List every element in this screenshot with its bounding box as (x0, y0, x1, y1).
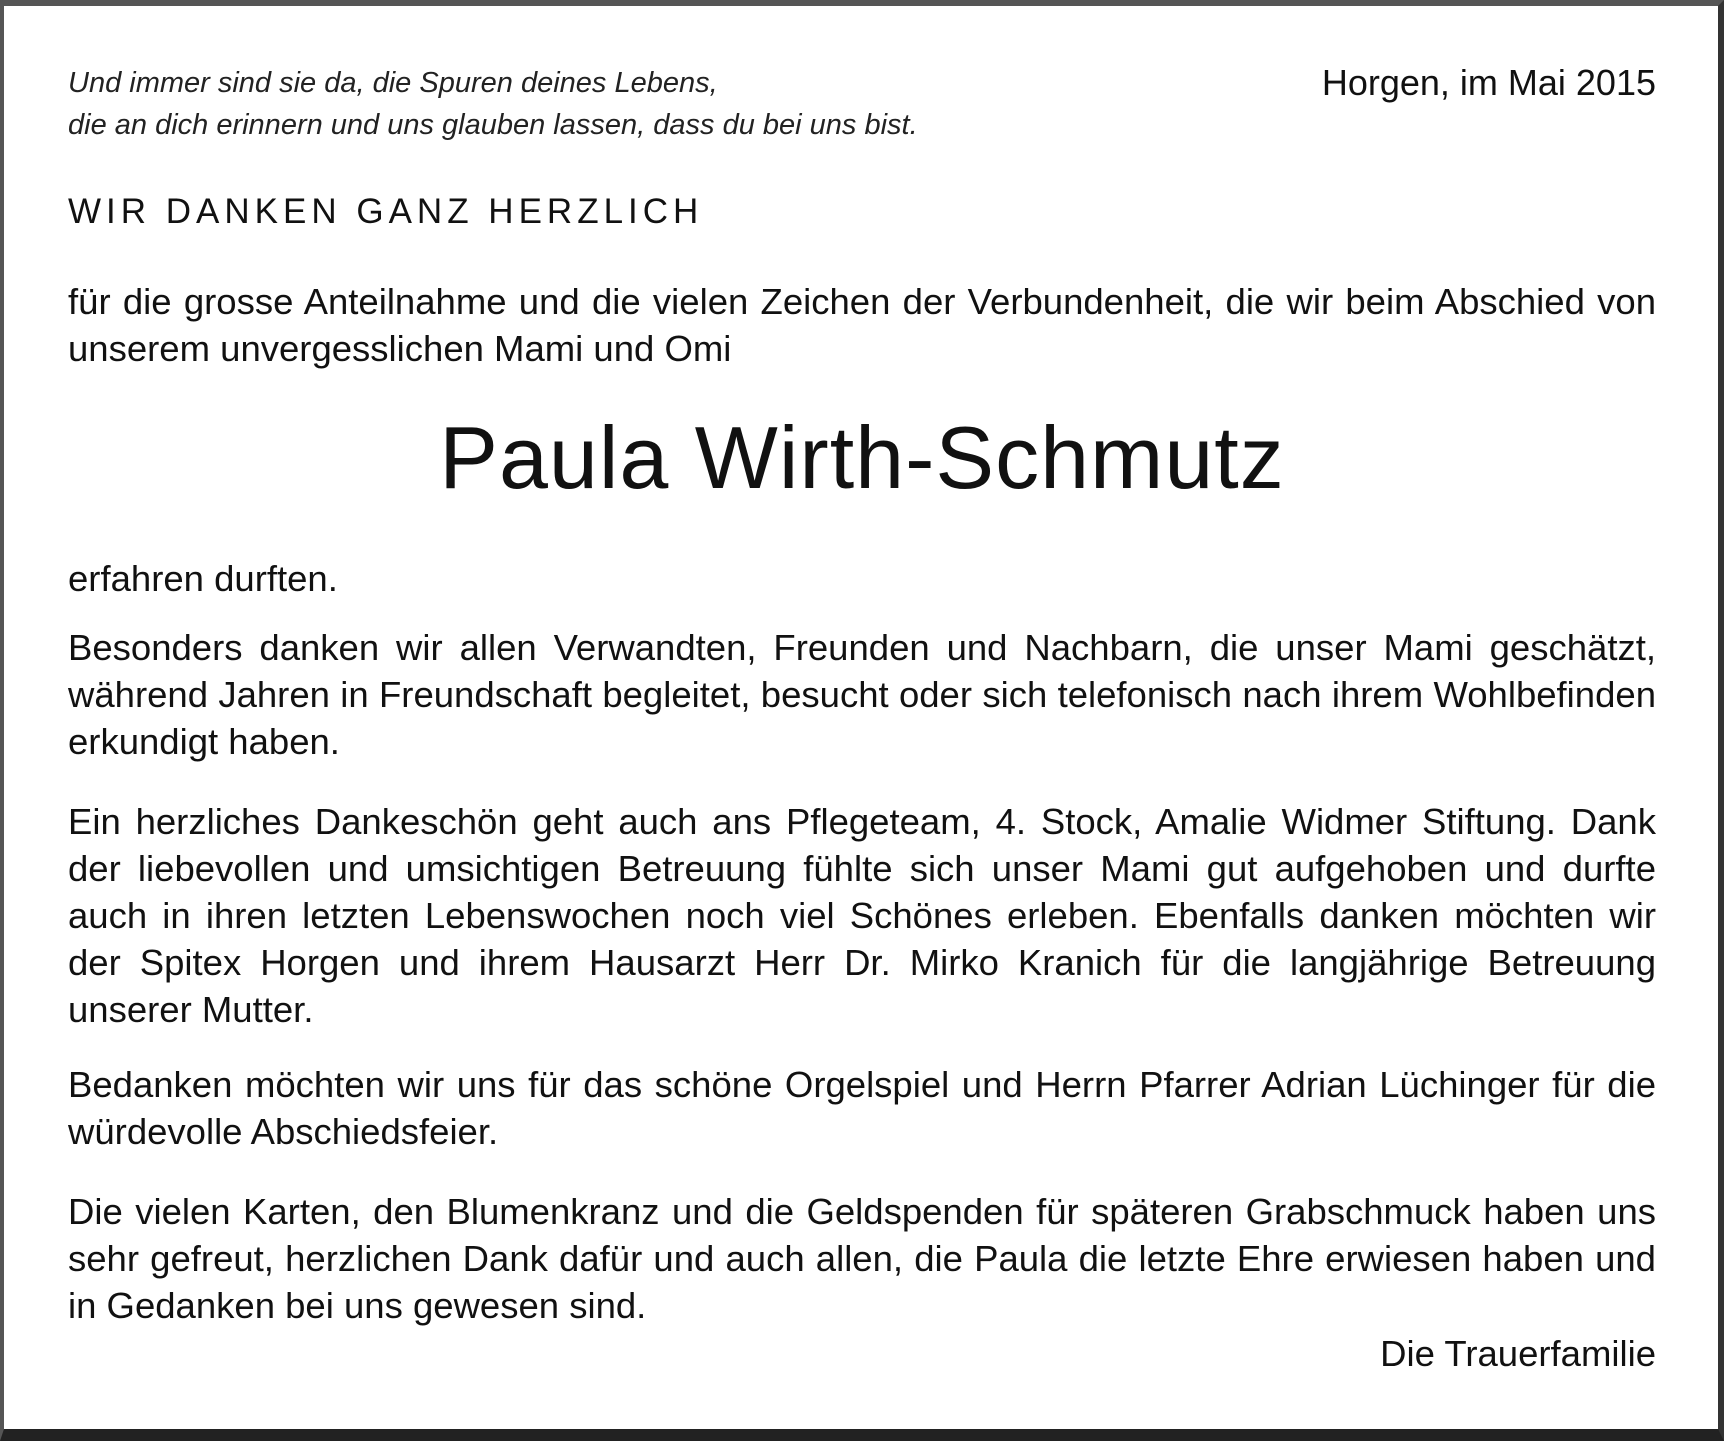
thanks-paragraph: Ein herzliches Dankeschön geht auch ans Pflegeteam, 4. Stock, Amalie Widmer Stiftung. Dank der liebevollen und umsichtigen Betreuung fühlte sich unser Mami gut aufgehoben und durfte auch in ihren letzten Lebenswochen noch viel Schönes erleben. Ebenfalls danken möchten wir der Spitex Horgen und ihrem Hausarzt Herr Dr. Mirko Kranich für die langjährige Betreuung unserer Mutter. (68, 801, 1656, 1030)
motto-line: die an dich erinnern und uns glauben lassen, dass du bei uns bist. (68, 109, 918, 141)
motto-line: Und immer sind sie da, die Spuren deines Lebens, (68, 67, 718, 99)
intro-closing: erfahren durften. (68, 558, 338, 599)
signature: Die Trauerfamilie (1380, 1333, 1656, 1374)
thanks-paragraph: Die vielen Karten, den Blumenkranz und die Geldspenden für späteren Grabschmuck haben uns sehr gefreut, herzlichen Dank dafür und auch allen, die Paula die letzte Ehre erwiesen haben und in Gedanken bei uns gewesen sind. (68, 1191, 1656, 1326)
thanks-paragraph: Besonders danken wir allen Verwandten, Freunden und Nachbarn, die unser Mami geschätzt, während Jahren in Freundschaft begleitet, besucht oder sich telefonisch nach ihrem Wohlbefinden erkundigt haben. (68, 627, 1656, 762)
place-date: Horgen, im Mai 2015 (1321, 62, 1656, 103)
deceased-name: Paula Wirth-Schmutz (439, 408, 1285, 507)
notice-header (68, 62, 1656, 152)
motto (68, 62, 918, 146)
intro-paragraph: für die grosse Anteilnahme und die vielen Zeichen der Verbundenheit, die wir beim Abschied von unserem unvergesslichen Mami und Omi (68, 281, 1656, 369)
thanks-paragraph: Bedanken möchten wir uns für das schöne Orgelspiel und Herrn Pfarrer Adrian Lüchinger für die würdevolle Abschiedsfeier. (68, 1064, 1656, 1152)
thanks-heading: WIR DANKEN GANZ HERZLICH (68, 192, 704, 231)
